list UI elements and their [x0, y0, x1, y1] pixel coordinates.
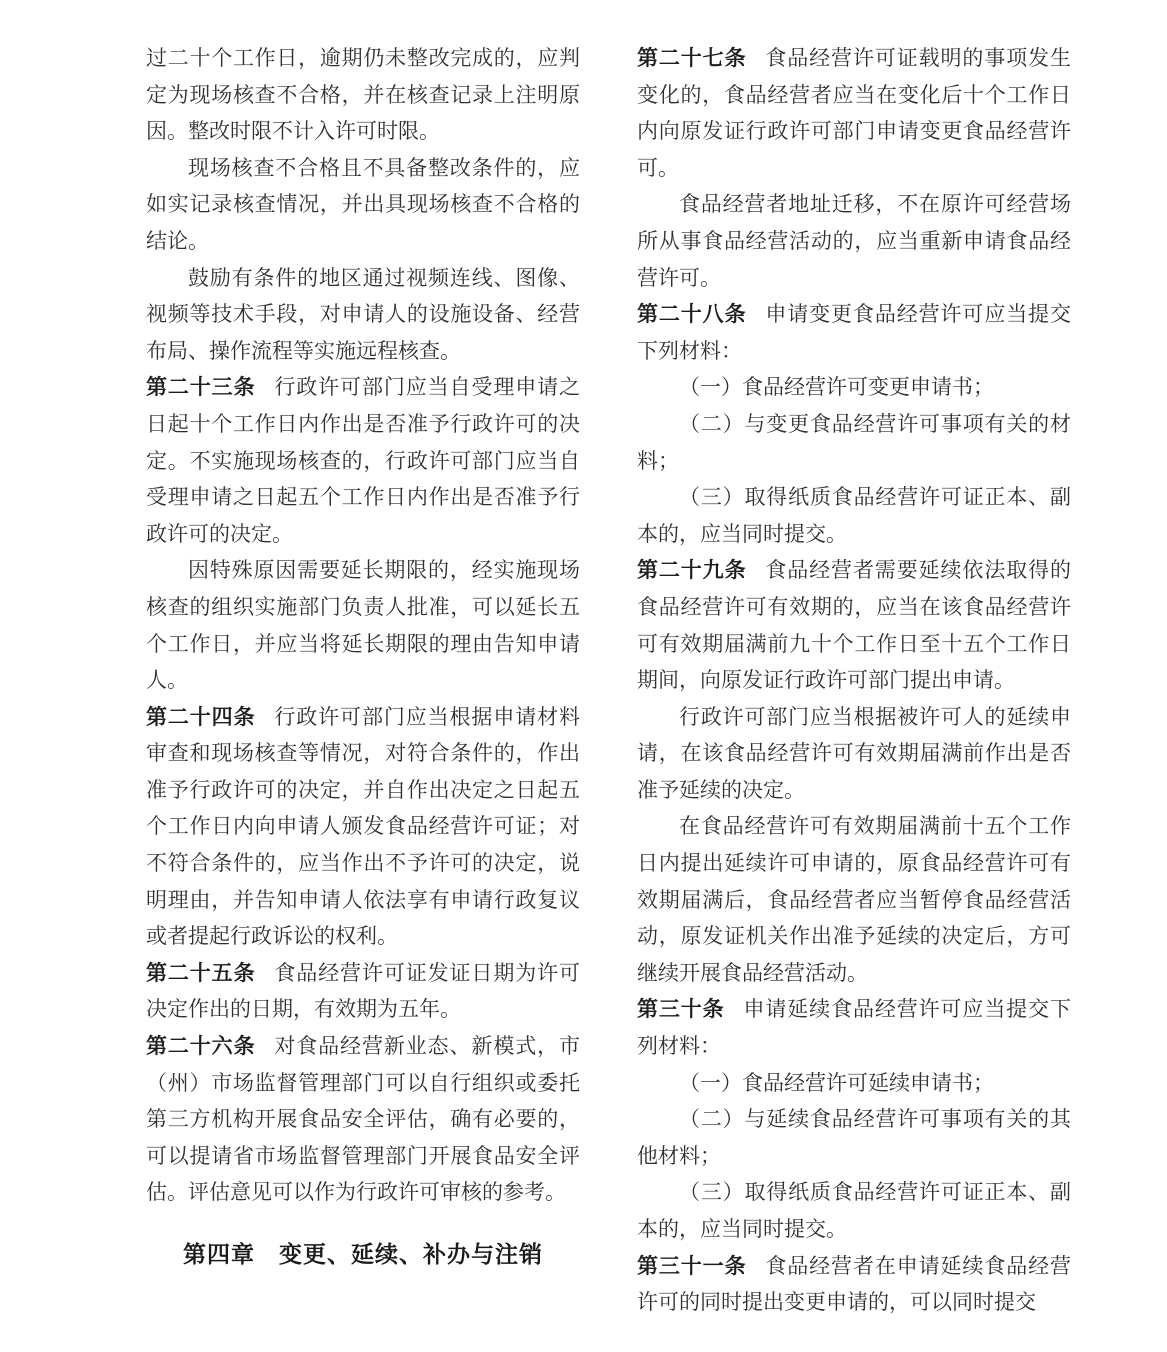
article-number: 第二十四条	[146, 704, 256, 729]
article-text: 行政许可部门应当自受理申请之日起十个工作日内作出是否准予行政许可的决定。不实施现场核查的，行政许可部门应当自受理申请之日起五个工作日内作出是否准予行政许可的决定。	[146, 375, 581, 546]
article-29	[637, 552, 1071, 698]
list-item: （一）食品经营许可变更申请书；	[679, 375, 994, 400]
article-number: 第二十三条	[146, 375, 256, 400]
article-31	[637, 1248, 1071, 1321]
article-number: 第二十七条	[637, 46, 747, 70]
article-text: 对食品经营新业态、新模式，市（州）市场监督管理部门可以自行组织或委托第三方机构开展食品安全评估，确有必要的，可以提请省市场监督管理部门开展食品安全评估。评估意见可以作为行政许可审核的参考。	[146, 1034, 581, 1205]
paragraph: 行政许可部门应当根据被许可人的延续申请，在该食品经营许可有效期届满前作出是否准予延续的决定。	[637, 704, 1071, 802]
article-25	[146, 955, 580, 1028]
article-text: 食品经营许可证发证日期为许可决定作出的日期，有效期为五年。	[146, 960, 581, 1022]
article-text: 食品经营许可证载明的事项发生变化的，食品经营者应当在变化后十个工作日内向原发证行政许可部门申请变更食品经营许可。	[637, 46, 1072, 180]
article-text: 申请延续食品经营许可应当提交下列材料：	[637, 997, 1072, 1059]
article-24	[146, 699, 580, 955]
article-number: 第三十一条	[637, 1253, 747, 1278]
article-number: 第三十条	[637, 997, 725, 1022]
article-23	[146, 369, 580, 552]
paragraph: 食品经营者地址迁移，不在原许可经营场所从事食品经营活动的，应当重新申请食品经营许可。	[637, 192, 1071, 290]
article-text: 申请变更食品经营许可应当提交下列材料：	[637, 302, 1072, 363]
right-column	[637, 40, 1071, 1321]
article-26	[146, 1028, 580, 1211]
article-number: 第二十五条	[146, 960, 256, 985]
article-number: 第二十九条	[637, 558, 747, 583]
paragraph: 过二十个工作日，逾期仍未整改完成的，应判定为现场核查不合格，并在核查记录上注明原因。整改时限不计入许可时限。	[146, 46, 580, 144]
paragraph: 现场核查不合格且不具备整改条件的，应如实记录核查情况，并出具现场核查不合格的结论。	[146, 155, 580, 253]
left-column	[146, 40, 580, 1274]
list-item: （三）取得纸质食品经营许可证正本、副本的，应当同时提交。	[637, 1180, 1071, 1241]
article-text: 食品经营者在申请延续食品经营许可的同时提出变更申请的，可以同时提交	[637, 1253, 1072, 1315]
article-number: 第二十八条	[637, 302, 747, 327]
article-number: 第二十六条	[146, 1034, 256, 1059]
article-28	[637, 296, 1071, 369]
paragraph: 因特殊原因需要延长期限的，经实施现场核查的组织实施部门负责人批准，可以延长五个工作日，并应当将延长期限的理由告知申请人。	[146, 558, 580, 693]
article-27	[637, 40, 1071, 186]
list-item: （二）与延续食品经营许可事项有关的其他材料；	[637, 1107, 1071, 1168]
list-item: （二）与变更食品经营许可事项有关的材料；	[637, 411, 1071, 473]
article-text: 食品经营者需要延续依法取得的食品经营许可有效期的，应当在该食品经营许可有效期届满前九十个工作日至十五个工作日期间，向原发证行政许可部门提出申请。	[637, 558, 1072, 693]
paragraph: 在食品经营许可有效期届满前十五个工作日内提出延续许可申请的，原食品经营许可有效期届满后，食品经营者应当暂停食品经营活动，原发证机关作出准予延续的决定后，方可继续开展食品经营活动。	[637, 814, 1071, 985]
paragraph: 鼓励有条件的地区通过视频连线、图像、视频等技术手段，对申请人的设施设备、经营布局、操作流程等实施远程核查。	[146, 265, 580, 363]
article-text: 行政许可部门应当根据申请材料审查和现场核查等情况，对符合条件的，作出准予行政许可的决定，并自作出决定之日起五个工作日内向申请人颁发食品经营许可证；对不符合条件的，应当作出不予许可的决定，说明理由，并告知申请人依法享有申请行政复议或者提起行政诉讼的权利。	[146, 704, 581, 949]
chapter-heading: 第四章 变更、延续、补办与注销	[183, 1242, 543, 1268]
list-item: （一）食品经营许可延续申请书；	[679, 1070, 994, 1095]
list-item: （三）取得纸质食品经营许可证正本、副本的，应当同时提交。	[637, 485, 1071, 546]
article-30	[637, 991, 1071, 1064]
